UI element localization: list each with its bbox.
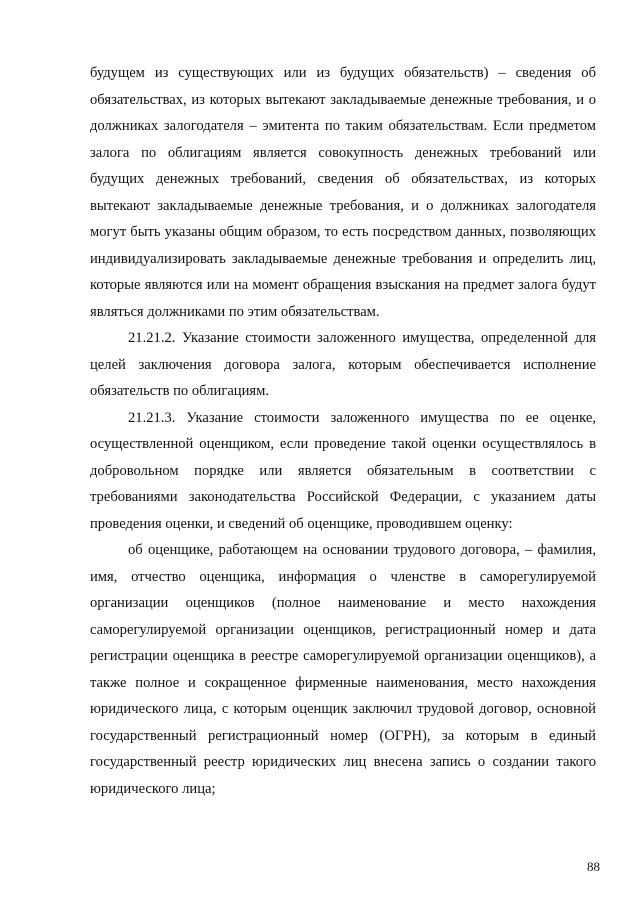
paragraph-21-21-2: 21.21.2. Указание стоимости заложенного имущества, определенной для целей заключения договора залога, которым обеспечивается исполнение обязательств по облигациям. (90, 330, 596, 399)
document-body (90, 60, 596, 802)
paragraph-appraiser-employment: об оценщике, работающем на основании трудового договора, – фамилия, имя, отчество оценщика, информация о членстве в саморегулируемой организации оценщиков (полное наименование и место нахождения саморегулируемой организации оценщиков, регистрационный номер и дата регистрации оценщика в реестре саморегулируемой организации оценщиков), а также полное и сокращенное фирменные наименования, место нахождения юридического лица, с которым оценщик заключил трудовой договор, основной государственный регистрационный номер (ОГРН), за которым в единый государственный реестр юридических лиц внесена запись о создании такого юридического лица; (90, 542, 596, 797)
page-number: 88 (587, 859, 600, 874)
paragraph-21-21-3: 21.21.3. Указание стоимости заложенного имущества по ее оценке, осуществленной оценщиком, если проведение такой оценки осуществлялось в добровольном порядке или является обязательным в соответствии с требованиями законодательства Российской Федерации, с указанием даты проведения оценки, и сведений об оценщике, проводившем оценку: (90, 409, 596, 532)
paragraph-obligations-debtors: будущем из существующих или из будущих обязательств) – сведения об обязательствах, из которых вытекают закладываемые денежные требования, и о должниках залогодателя – эмитента по таким обязательствам. Если предметом залога по облигациям является совокупность денежных требований или будущих денежных требований, сведения об обязательствах, из которых вытекают закладываемые денежные требования, и о должниках залогодателя могут быть указаны общим образом, то есть посредством данных, позволяющих индивидуализировать закладываемые денежные требования и определить лиц, которые являются или на момент обращения взыскания на предмет залога будут являться должниками по этим обязательствам. (90, 65, 596, 320)
